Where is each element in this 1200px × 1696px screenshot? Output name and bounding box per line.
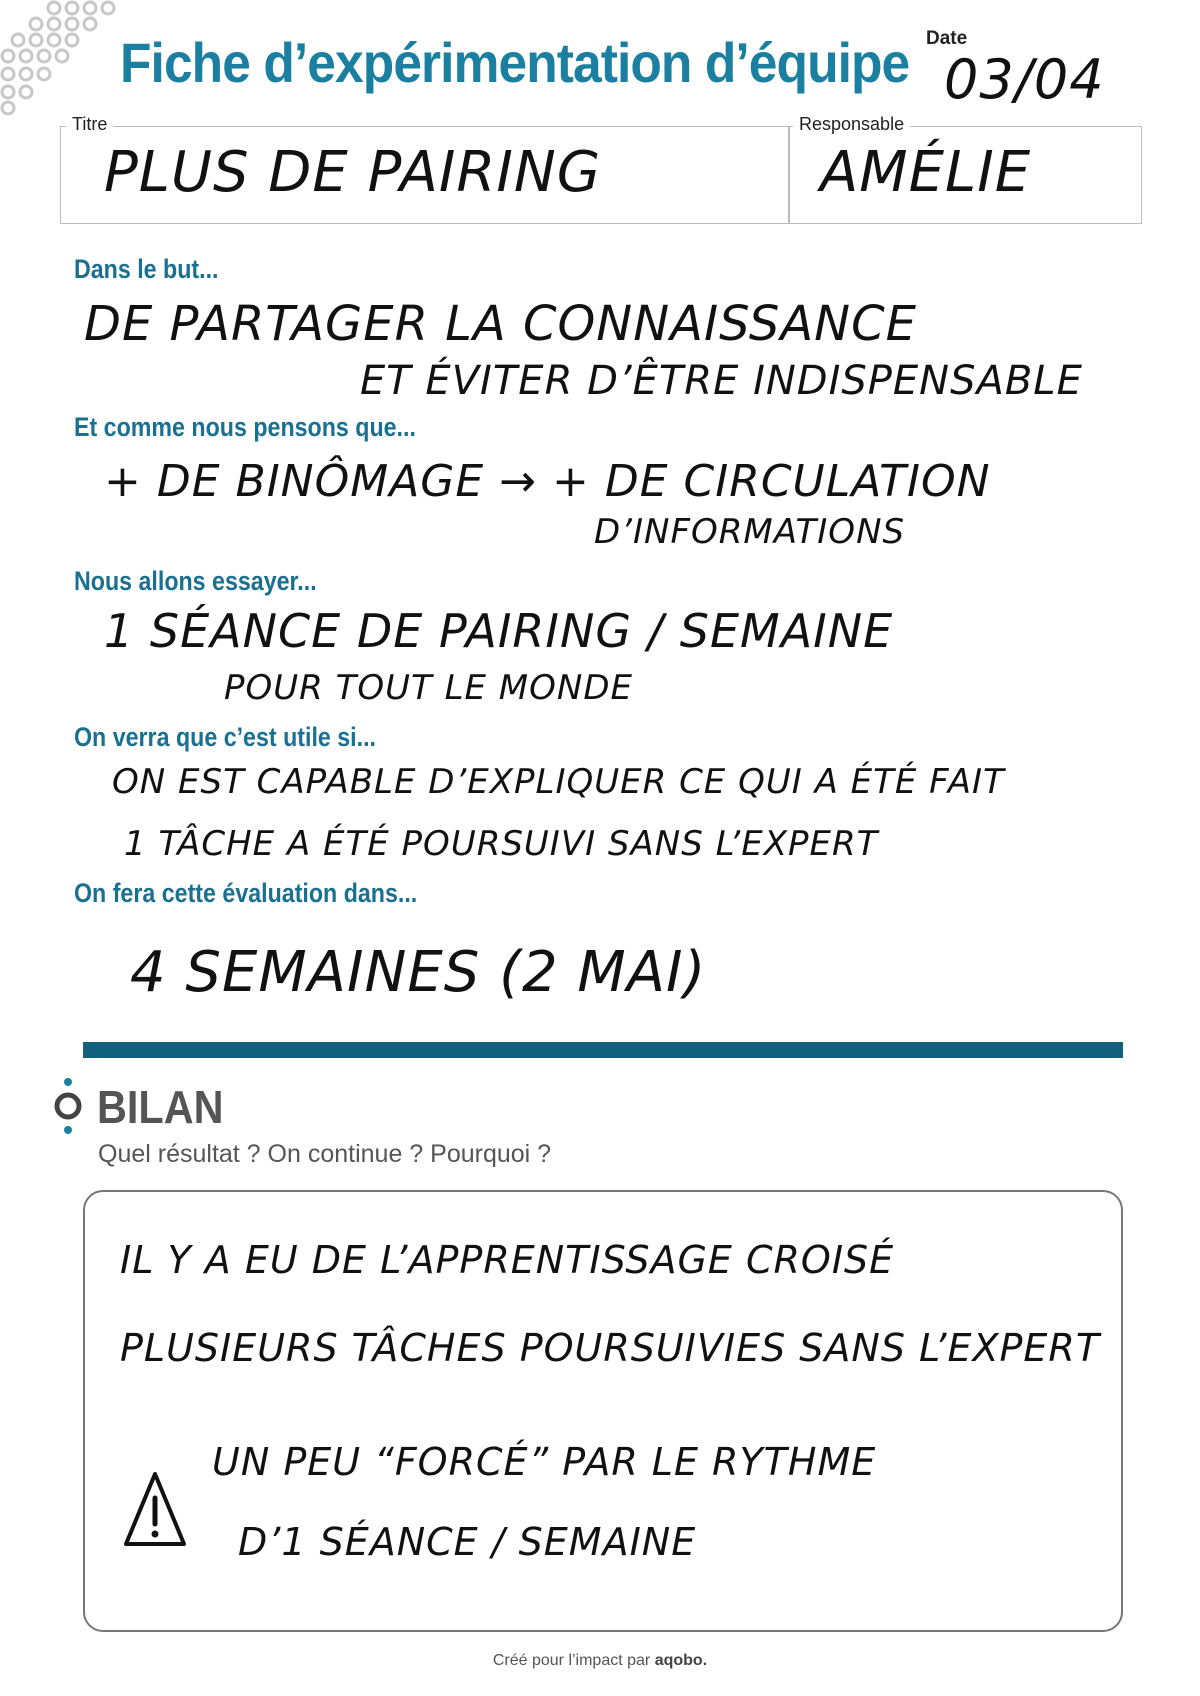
evaluation-label: On fera cette évaluation dans... xyxy=(74,878,418,908)
bilan-line-4: D’1 SÉANCE / SEMAINE xyxy=(238,1520,697,1564)
footer xyxy=(0,1652,1200,1670)
bilan-circle-icon xyxy=(50,1076,86,1136)
section-divider-bar xyxy=(83,1042,1123,1058)
but-line-1: DE PARTAGER LA CONNAISSANCE xyxy=(84,296,917,352)
bilan-subtitle: Quel résultat ? On continue ? Pourquoi ? xyxy=(98,1140,552,1168)
essayer-line-1: 1 SÉANCE DE PAIRING / SEMAINE xyxy=(104,604,894,658)
utile-line-1: ON EST CAPABLE D’EXPLIQUER CE QUI A ÉTÉ FAIT xyxy=(112,762,1005,802)
essayer-line-2: POUR TOUT LE MONDE xyxy=(224,668,633,708)
essayer-label: Nous allons essayer... xyxy=(74,566,317,596)
bilan-title: BILAN xyxy=(97,1081,224,1133)
box-divider xyxy=(788,127,790,223)
date-label: Date xyxy=(926,28,968,49)
bilan-line-1: IL Y A EU DE L’APPRENTISSAGE CROISÉ xyxy=(120,1238,895,1282)
titre-label: Titre xyxy=(66,114,113,135)
warning-icon xyxy=(120,1468,190,1552)
utile-line-2: 1 TÂCHE A ÉTÉ POURSUIVI SANS L’EXPERT xyxy=(124,824,879,864)
bilan-line-2: PLUSIEURS TÂCHES POURSUIVIES SANS L’EXPERT xyxy=(120,1326,1101,1370)
responsable-label: Responsable xyxy=(793,114,910,135)
dots-decoration xyxy=(0,0,120,120)
pensons-line-2: D’INFORMATIONS xyxy=(594,512,906,552)
date-value: 03/04 xyxy=(944,48,1105,111)
responsable-value: AMÉLIE xyxy=(820,140,1032,205)
but-line-2: ET ÉVITER D’ÊTRE INDISPENSABLE xyxy=(360,358,1083,404)
footer-text: Créé pour l’impact par xyxy=(492,1652,651,1669)
pensons-label: Et comme nous pensons que... xyxy=(74,412,416,442)
bilan-line-3: UN PEU “FORCÉ” PAR LE RYTHME xyxy=(212,1440,877,1484)
pensons-line-1: + DE BINÔMAGE → + DE CIRCULATION xyxy=(104,456,991,507)
evaluation-value: 4 SEMAINES (2 MAI) xyxy=(130,940,707,1005)
titre-value: PLUS DE PAIRING xyxy=(104,140,602,205)
utile-label: On verra que c’est utile si... xyxy=(74,722,376,752)
brand-logo: aqobo. xyxy=(654,1652,708,1669)
but-label: Dans le but... xyxy=(74,254,219,284)
page-title: Fiche d’expérimentation d’équipe xyxy=(120,31,910,94)
